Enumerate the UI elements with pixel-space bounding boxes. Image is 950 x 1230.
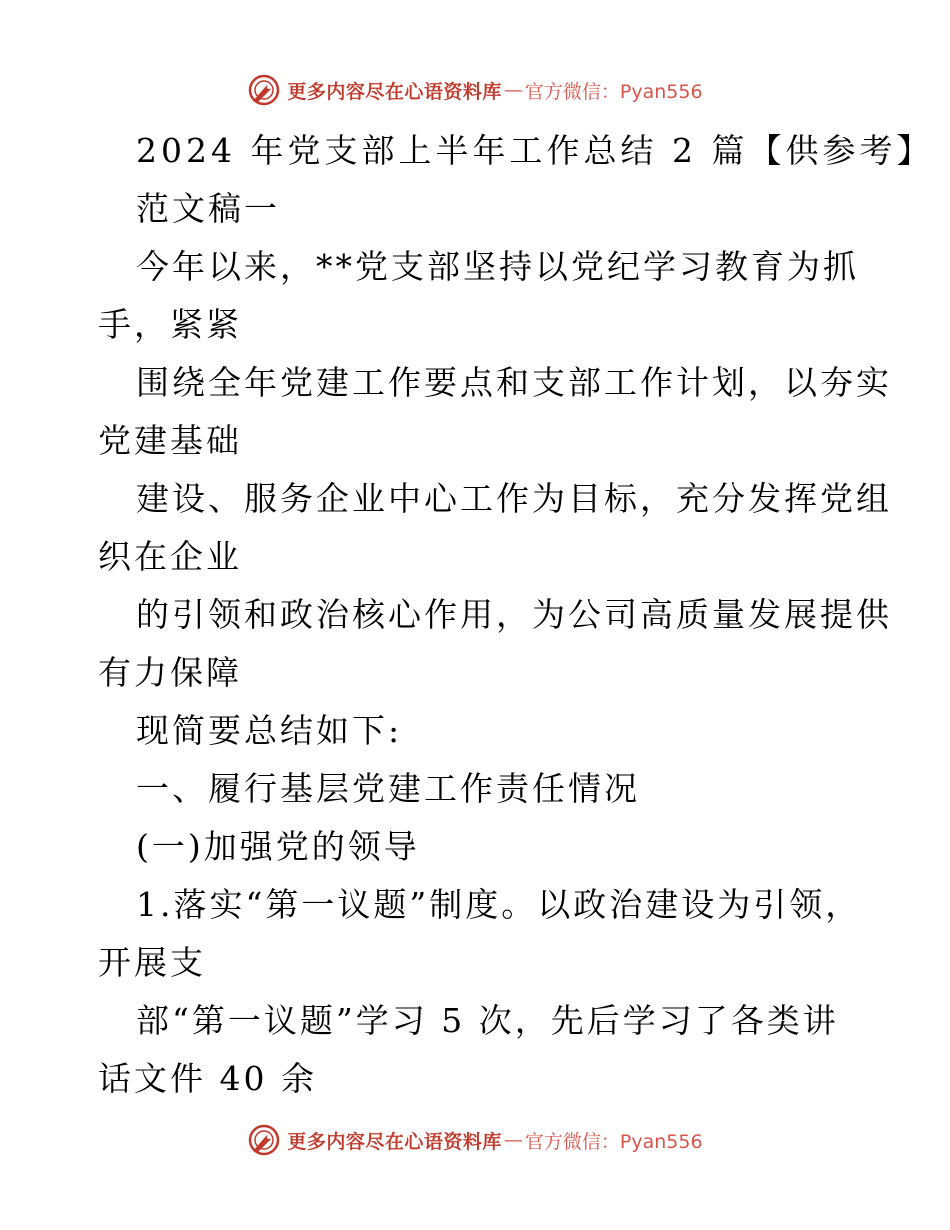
footer-watermark-banner: [0, 1120, 950, 1160]
paragraph-line: 党建基础: [98, 421, 242, 460]
document-title: 2024 年党支部上半年工作总结 2 篇【供参考】: [136, 131, 934, 170]
pen-nib-logo-icon: [247, 73, 281, 107]
paragraph-line: 织在企业: [98, 537, 242, 576]
paragraph-line: 手，紧紧: [98, 305, 242, 344]
banner-separator: —: [503, 79, 523, 101]
paragraph-line: 话文件 40 余: [98, 1059, 317, 1098]
paragraph-line: 现简要总结如下:: [136, 711, 403, 750]
banner-contact-text: 官方微信：Pyan556: [524, 1130, 703, 1153]
paragraph-line: 今年以来，**党支部坚持以党纪学习教育为抓: [136, 247, 859, 286]
paragraph-line: 建设、服务企业中心工作为目标，充分发挥党组: [136, 479, 892, 518]
header-watermark-banner: [0, 70, 950, 110]
pen-nib-logo-icon: [247, 1123, 281, 1157]
paragraph-line: 1.落实“第一议题”制度。以政治建设为引领，: [136, 885, 862, 924]
banner-brand-text: 更多内容尽在心语资料库: [287, 1130, 502, 1153]
paragraph-line: 开展支: [98, 943, 206, 982]
paragraph-line: 部“第一议题”学习 5 次，先后学习了各类讲: [136, 1001, 839, 1040]
section-heading: 范文稿一: [136, 189, 280, 228]
section-heading: 一、履行基层党建工作责任情况: [136, 769, 640, 808]
banner-brand-text: 更多内容尽在心语资料库: [287, 80, 502, 103]
paragraph-line: 的引领和政治核心作用，为公司高质量发展提供: [136, 595, 892, 634]
banner-contact-text: 官方微信：Pyan556: [524, 80, 703, 103]
document-body: [98, 122, 934, 1108]
paragraph-line: 围绕全年党建工作要点和支部工作计划，以夯实: [136, 363, 892, 402]
banner-separator: —: [503, 1129, 523, 1151]
subsection-heading: (一)加强党的领导: [136, 827, 420, 866]
paragraph-line: 有力保障: [98, 653, 242, 692]
